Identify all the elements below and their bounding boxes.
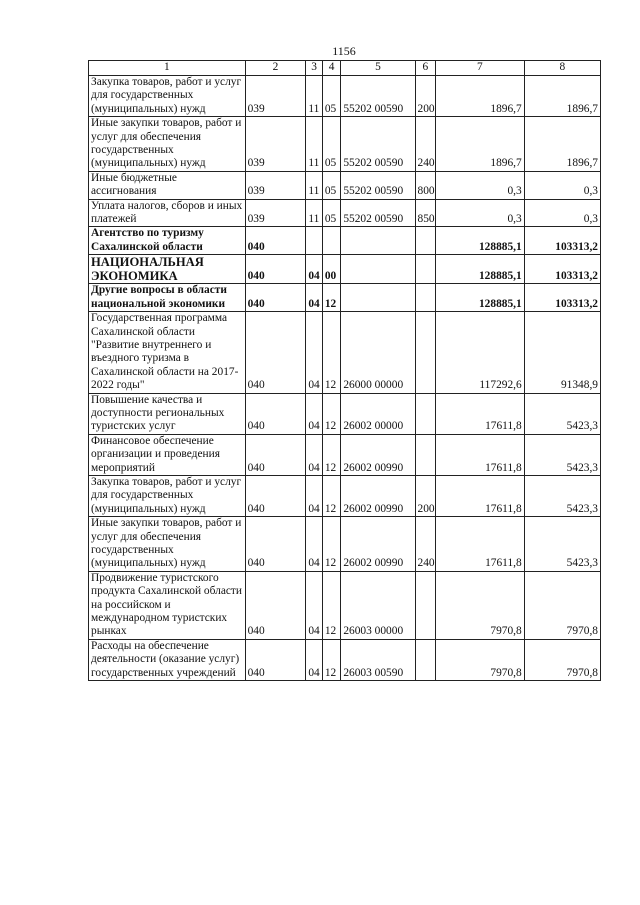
code-admin-cell: 040 bbox=[245, 393, 306, 434]
amount-col8-cell: 5423,3 bbox=[524, 393, 600, 434]
code-subsection-cell: 12 bbox=[322, 312, 341, 393]
code-admin-cell: 039 bbox=[245, 117, 306, 172]
row-name-cell: Расходы на обеспечение деятельности (оказание услуг) государственных учреждений bbox=[89, 639, 246, 680]
column-header: 6 bbox=[415, 61, 436, 76]
column-header: 3 bbox=[306, 61, 322, 76]
code-target-cell: 26002 00990 bbox=[341, 517, 415, 572]
code-subsection-cell: 12 bbox=[322, 284, 341, 312]
amount-col8-cell: 1896,7 bbox=[524, 76, 600, 117]
code-target-cell: 26000 00000 bbox=[341, 312, 415, 393]
table-row bbox=[89, 571, 601, 639]
code-target-cell: 55202 00590 bbox=[341, 117, 415, 172]
amount-col8-cell: 5423,3 bbox=[524, 475, 600, 516]
row-name-cell: Финансовое обеспечение организации и проведения мероприятий bbox=[89, 434, 246, 475]
row-name-cell: Агентство по туризму Сахалинской области bbox=[89, 227, 246, 255]
amount-col8-cell: 7970,8 bbox=[524, 571, 600, 639]
table-row bbox=[89, 117, 601, 172]
amount-col7-cell: 7970,8 bbox=[436, 639, 525, 680]
code-section-cell: 11 bbox=[306, 76, 322, 117]
amount-col8-cell: 103313,2 bbox=[524, 227, 600, 255]
code-subsection-cell: 12 bbox=[322, 517, 341, 572]
amount-col7-cell: 17611,8 bbox=[436, 517, 525, 572]
code-subsection-cell: 00 bbox=[322, 255, 341, 284]
row-name-cell: Продвижение туристского продукта Сахалинской области на российском и международном туристских рынках bbox=[89, 571, 246, 639]
code-subsection-cell: 12 bbox=[322, 475, 341, 516]
code-subsection-cell: 12 bbox=[322, 571, 341, 639]
code-expense-type-cell bbox=[415, 255, 436, 284]
code-target-cell: 26003 00590 bbox=[341, 639, 415, 680]
column-header: 5 bbox=[341, 61, 415, 76]
amount-col7-cell: 1896,7 bbox=[436, 76, 525, 117]
amount-col8-cell: 103313,2 bbox=[524, 255, 600, 284]
row-name-cell: Закупка товаров, работ и услуг для государственных (муниципальных) нужд bbox=[89, 475, 246, 516]
header-row bbox=[89, 61, 601, 76]
code-expense-type-cell: 200 bbox=[415, 76, 436, 117]
code-target-cell: 26002 00990 bbox=[341, 434, 415, 475]
amount-col7-cell: 117292,6 bbox=[436, 312, 525, 393]
code-admin-cell: 040 bbox=[245, 434, 306, 475]
code-admin-cell: 040 bbox=[245, 475, 306, 516]
row-name-cell: Государственная программа Сахалинской области "Развитие внутреннего и въездного туризма в Сахалинской области на 2017-2022 годы" bbox=[89, 312, 246, 393]
column-header: 2 bbox=[245, 61, 306, 76]
code-expense-type-cell bbox=[415, 434, 436, 475]
code-expense-type-cell: 240 bbox=[415, 517, 436, 572]
table-row bbox=[89, 393, 601, 434]
table-row bbox=[89, 76, 601, 117]
code-section-cell: 04 bbox=[306, 639, 322, 680]
amount-col8-cell: 5423,3 bbox=[524, 434, 600, 475]
code-expense-type-cell bbox=[415, 312, 436, 393]
code-subsection-cell: 12 bbox=[322, 393, 341, 434]
code-expense-type-cell: 200 bbox=[415, 475, 436, 516]
table-row bbox=[89, 475, 601, 516]
table-row bbox=[89, 517, 601, 572]
row-name-cell: Иные бюджетные ассигнования bbox=[89, 171, 246, 199]
code-subsection-cell bbox=[322, 227, 341, 255]
row-name-cell: Повышение качества и доступности региональных туристских услуг bbox=[89, 393, 246, 434]
row-name-cell: Закупка товаров, работ и услуг для государственных (муниципальных) нужд bbox=[89, 76, 246, 117]
code-expense-type-cell: 800 bbox=[415, 171, 436, 199]
code-section-cell: 04 bbox=[306, 475, 322, 516]
amount-col8-cell: 5423,3 bbox=[524, 517, 600, 572]
amount-col8-cell: 103313,2 bbox=[524, 284, 600, 312]
column-header: 1 bbox=[89, 61, 246, 76]
code-section-cell: 11 bbox=[306, 171, 322, 199]
table-row bbox=[89, 284, 601, 312]
table-row bbox=[89, 255, 601, 284]
table-row bbox=[89, 434, 601, 475]
code-expense-type-cell bbox=[415, 227, 436, 255]
code-section-cell: 04 bbox=[306, 393, 322, 434]
code-subsection-cell: 05 bbox=[322, 117, 341, 172]
code-subsection-cell: 05 bbox=[322, 171, 341, 199]
row-name-cell: Иные закупки товаров, работ и услуг для обеспечения государственных (муниципальных) нужд bbox=[89, 517, 246, 572]
code-subsection-cell: 12 bbox=[322, 434, 341, 475]
code-section-cell: 04 bbox=[306, 571, 322, 639]
code-target-cell: 55202 00590 bbox=[341, 199, 415, 227]
budget-table bbox=[88, 60, 601, 681]
code-expense-type-cell: 850 bbox=[415, 199, 436, 227]
code-subsection-cell: 12 bbox=[322, 639, 341, 680]
code-section-cell: 04 bbox=[306, 517, 322, 572]
code-section-cell: 04 bbox=[306, 312, 322, 393]
table-row bbox=[89, 312, 601, 393]
code-section-cell: 11 bbox=[306, 117, 322, 172]
column-header: 4 bbox=[322, 61, 341, 76]
code-subsection-cell: 05 bbox=[322, 76, 341, 117]
row-name-cell: НАЦИОНАЛЬНАЯ ЭКОНОМИКА bbox=[89, 255, 246, 284]
amount-col8-cell: 1896,7 bbox=[524, 117, 600, 172]
table-row bbox=[89, 171, 601, 199]
code-section-cell bbox=[306, 227, 322, 255]
code-admin-cell: 040 bbox=[245, 227, 306, 255]
code-target-cell: 26003 00000 bbox=[341, 571, 415, 639]
amount-col7-cell: 17611,8 bbox=[436, 475, 525, 516]
code-target-cell bbox=[341, 227, 415, 255]
code-admin-cell: 040 bbox=[245, 255, 306, 284]
amount-col8-cell: 91348,9 bbox=[524, 312, 600, 393]
amount-col7-cell: 128885,1 bbox=[436, 255, 525, 284]
code-admin-cell: 040 bbox=[245, 517, 306, 572]
amount-col8-cell: 7970,8 bbox=[524, 639, 600, 680]
code-admin-cell: 039 bbox=[245, 171, 306, 199]
column-header: 8 bbox=[524, 61, 600, 76]
code-admin-cell: 040 bbox=[245, 312, 306, 393]
code-target-cell bbox=[341, 284, 415, 312]
amount-col7-cell: 0,3 bbox=[436, 171, 525, 199]
code-expense-type-cell bbox=[415, 284, 436, 312]
row-name-cell: Уплата налогов, сборов и иных платежей bbox=[89, 199, 246, 227]
code-subsection-cell: 05 bbox=[322, 199, 341, 227]
code-section-cell: 11 bbox=[306, 199, 322, 227]
table-row bbox=[89, 639, 601, 680]
code-section-cell: 04 bbox=[306, 255, 322, 284]
code-admin-cell: 039 bbox=[245, 76, 306, 117]
code-expense-type-cell: 240 bbox=[415, 117, 436, 172]
code-target-cell: 55202 00590 bbox=[341, 171, 415, 199]
code-admin-cell: 039 bbox=[245, 199, 306, 227]
code-target-cell bbox=[341, 255, 415, 284]
code-target-cell: 26002 00990 bbox=[341, 475, 415, 516]
page-number: 1156 bbox=[332, 44, 356, 58]
code-admin-cell: 040 bbox=[245, 571, 306, 639]
code-section-cell: 04 bbox=[306, 284, 322, 312]
amount-col7-cell: 128885,1 bbox=[436, 227, 525, 255]
amount-col8-cell: 0,3 bbox=[524, 171, 600, 199]
row-name-cell: Иные закупки товаров, работ и услуг для обеспечения государственных (муниципальных) нужд bbox=[89, 117, 246, 172]
column-header: 7 bbox=[436, 61, 525, 76]
amount-col8-cell: 0,3 bbox=[524, 199, 600, 227]
amount-col7-cell: 128885,1 bbox=[436, 284, 525, 312]
amount-col7-cell: 1896,7 bbox=[436, 117, 525, 172]
code-target-cell: 55202 00590 bbox=[341, 76, 415, 117]
table-row bbox=[89, 227, 601, 255]
code-expense-type-cell bbox=[415, 393, 436, 434]
code-admin-cell: 040 bbox=[245, 639, 306, 680]
code-section-cell: 04 bbox=[306, 434, 322, 475]
amount-col7-cell: 0,3 bbox=[436, 199, 525, 227]
amount-col7-cell: 17611,8 bbox=[436, 434, 525, 475]
code-admin-cell: 040 bbox=[245, 284, 306, 312]
amount-col7-cell: 7970,8 bbox=[436, 571, 525, 639]
table-row bbox=[89, 199, 601, 227]
code-expense-type-cell bbox=[415, 571, 436, 639]
row-name-cell: Другие вопросы в области национальной экономики bbox=[89, 284, 246, 312]
amount-col7-cell: 17611,8 bbox=[436, 393, 525, 434]
code-target-cell: 26002 00000 bbox=[341, 393, 415, 434]
code-expense-type-cell bbox=[415, 639, 436, 680]
